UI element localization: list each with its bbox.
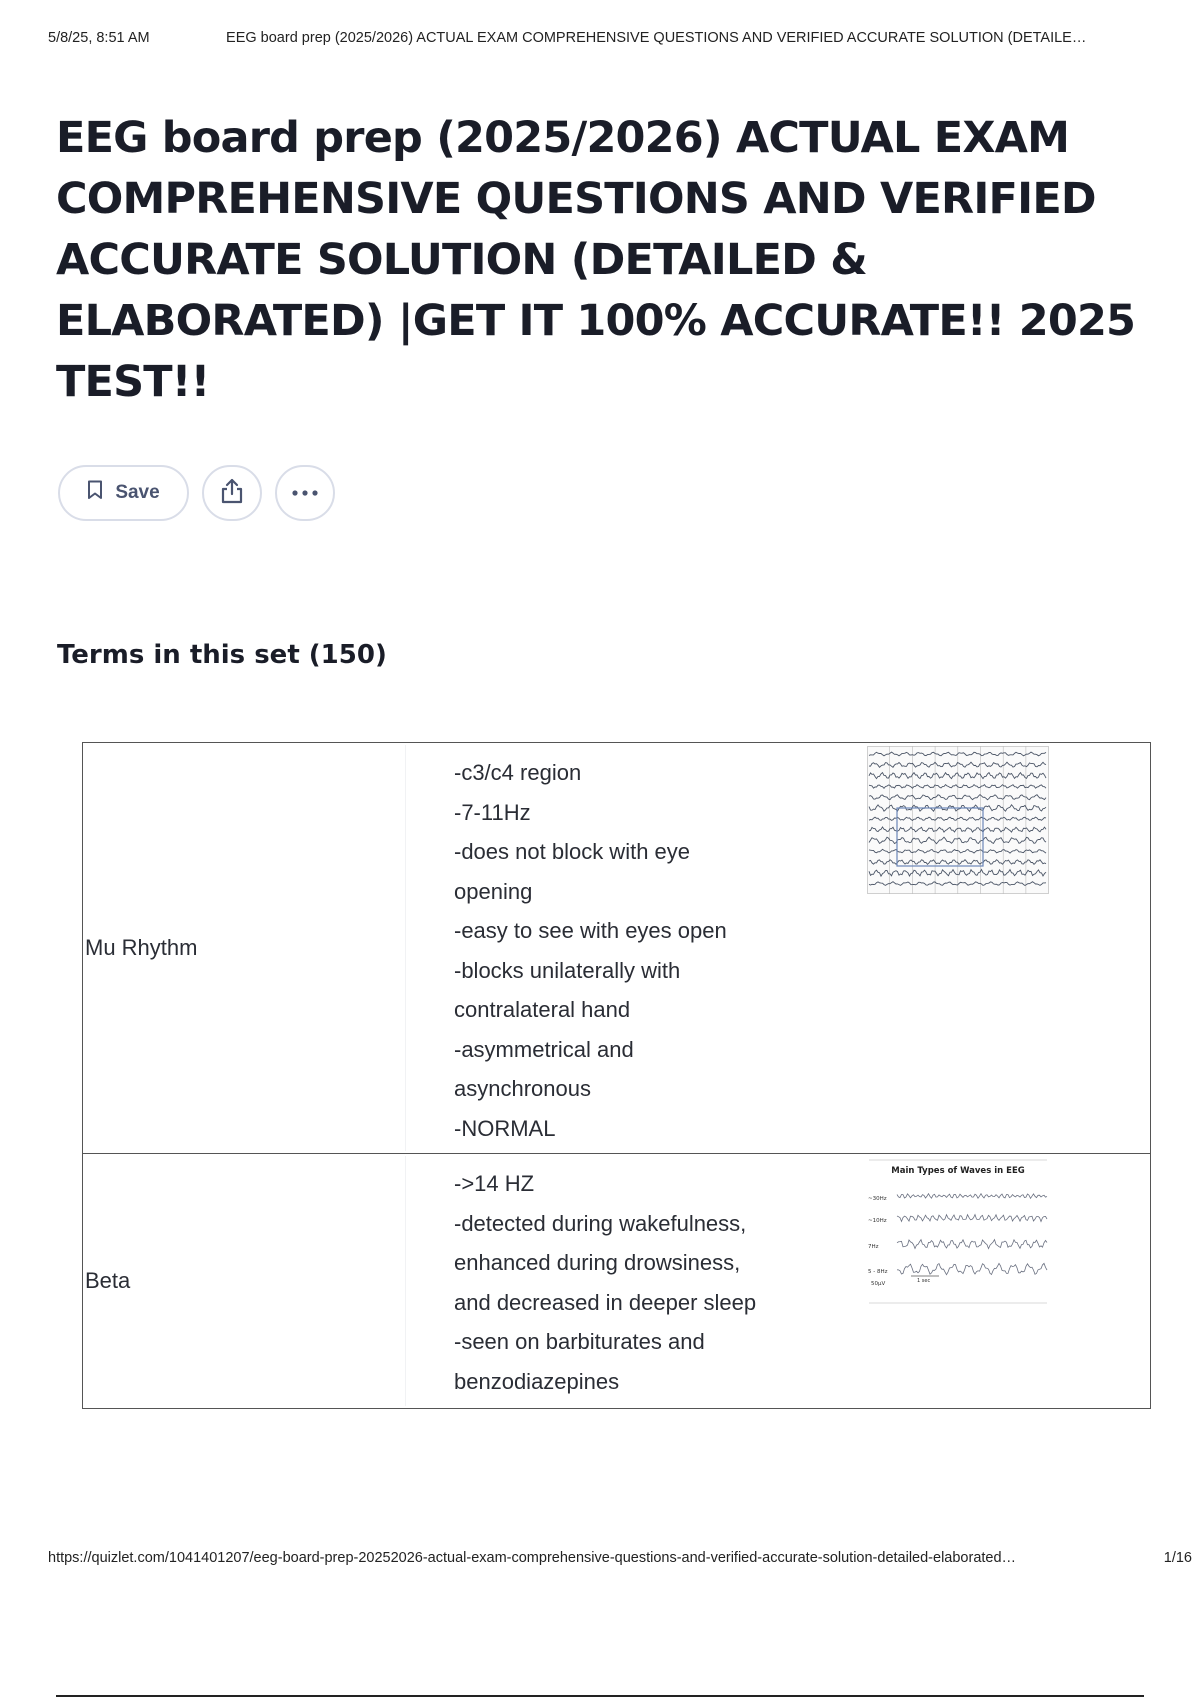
page-divider xyxy=(56,1695,1144,1697)
definition-line: -NORMAL xyxy=(454,1115,556,1141)
terms-table xyxy=(82,742,1151,1409)
term-image-cell xyxy=(826,743,1150,1153)
definition-line: ->14 HZ xyxy=(454,1171,535,1196)
action-bar xyxy=(58,465,335,521)
wave-image-title: Main Types of Waves in EEG xyxy=(891,1166,1025,1176)
term-definition xyxy=(406,1154,826,1408)
wave-label: 50μV xyxy=(871,1281,886,1287)
term-text: Mu Rhythm xyxy=(83,745,406,1151)
save-button[interactable] xyxy=(58,465,189,521)
definition-line: -c3/c4 region xyxy=(454,760,582,785)
definition-line: -detected during wakefulness, xyxy=(454,1210,747,1236)
definition-line: enhanced during drowsiness, xyxy=(454,1250,741,1275)
wave-trace-line xyxy=(897,1263,1047,1274)
wave-label: 5 - 8Hz xyxy=(868,1269,888,1275)
more-horizontal-icon xyxy=(290,484,320,502)
definition-line: contralateral hand xyxy=(454,997,631,1022)
share-button[interactable] xyxy=(202,465,262,521)
print-doc-title: EEG board prep (2025/2026) ACTUAL EXAM COMPREHENSIVE QUESTIONS AND VERIFIED ACCURATE SOLUTION (DETAILE… xyxy=(226,30,1087,46)
definition-line: -seen on barbiturates and xyxy=(454,1329,705,1354)
share-icon xyxy=(219,477,245,510)
definition-line: -asymmetrical and xyxy=(454,1036,634,1062)
print-header xyxy=(48,30,1152,46)
term-image-cell xyxy=(826,1154,1150,1408)
definition-line: -easy to see with eyes open xyxy=(454,918,727,943)
definition-line: benzodiazepines xyxy=(454,1368,620,1394)
eeg-wave-types-image[interactable] xyxy=(867,1158,1049,1310)
print-datetime: 5/8/25, 8:51 AM xyxy=(48,30,150,46)
term-definition xyxy=(406,743,826,1153)
definition-line: -does not block with eye xyxy=(454,839,691,864)
more-options-button[interactable] xyxy=(275,465,335,521)
term-text: Beta xyxy=(83,1156,406,1406)
wave-trace-line xyxy=(897,1194,1047,1199)
print-url: https://quizlet.com/1041401207/eeg-board-prep-20252026-actual-exam-comprehensive-questions-and-verified-accurate-solution-detailed-elaborated… xyxy=(48,1550,1017,1566)
wave-label: ~10Hz xyxy=(868,1218,887,1224)
definition-line: asynchronous xyxy=(454,1076,591,1101)
page-title: EEG board prep (2025/2026) ACTUAL EXAM COMPREHENSIVE QUESTIONS AND VERIFIED ACCURATE SOLUTION (DETAILED & ELABORATED) |GET IT 100% ACCURATE!! 2025 TEST!! xyxy=(56,113,1136,407)
bookmark-icon xyxy=(87,480,103,506)
definition-line: -blocks unilaterally with xyxy=(454,957,681,983)
terms-heading: Terms in this set (150) xyxy=(57,640,387,670)
save-button-label: Save xyxy=(115,482,160,503)
wave-label: ~30Hz xyxy=(868,1196,887,1202)
wave-label: 1 sec xyxy=(917,1278,931,1284)
print-footer xyxy=(48,1550,1192,1566)
page-number: 1/16 xyxy=(1163,1550,1192,1566)
definition-line: opening xyxy=(454,878,533,904)
eeg-trace-image[interactable] xyxy=(867,746,1049,894)
wave-trace-line xyxy=(897,1215,1047,1222)
definition-line: -7-11Hz xyxy=(454,799,531,825)
term-row[interactable] xyxy=(83,743,1150,1153)
wave-trace-line xyxy=(897,1240,1047,1249)
wave-label: 7Hz xyxy=(868,1244,879,1250)
definition-line: and decreased in deeper sleep xyxy=(454,1289,757,1315)
term-row[interactable] xyxy=(83,1153,1150,1408)
